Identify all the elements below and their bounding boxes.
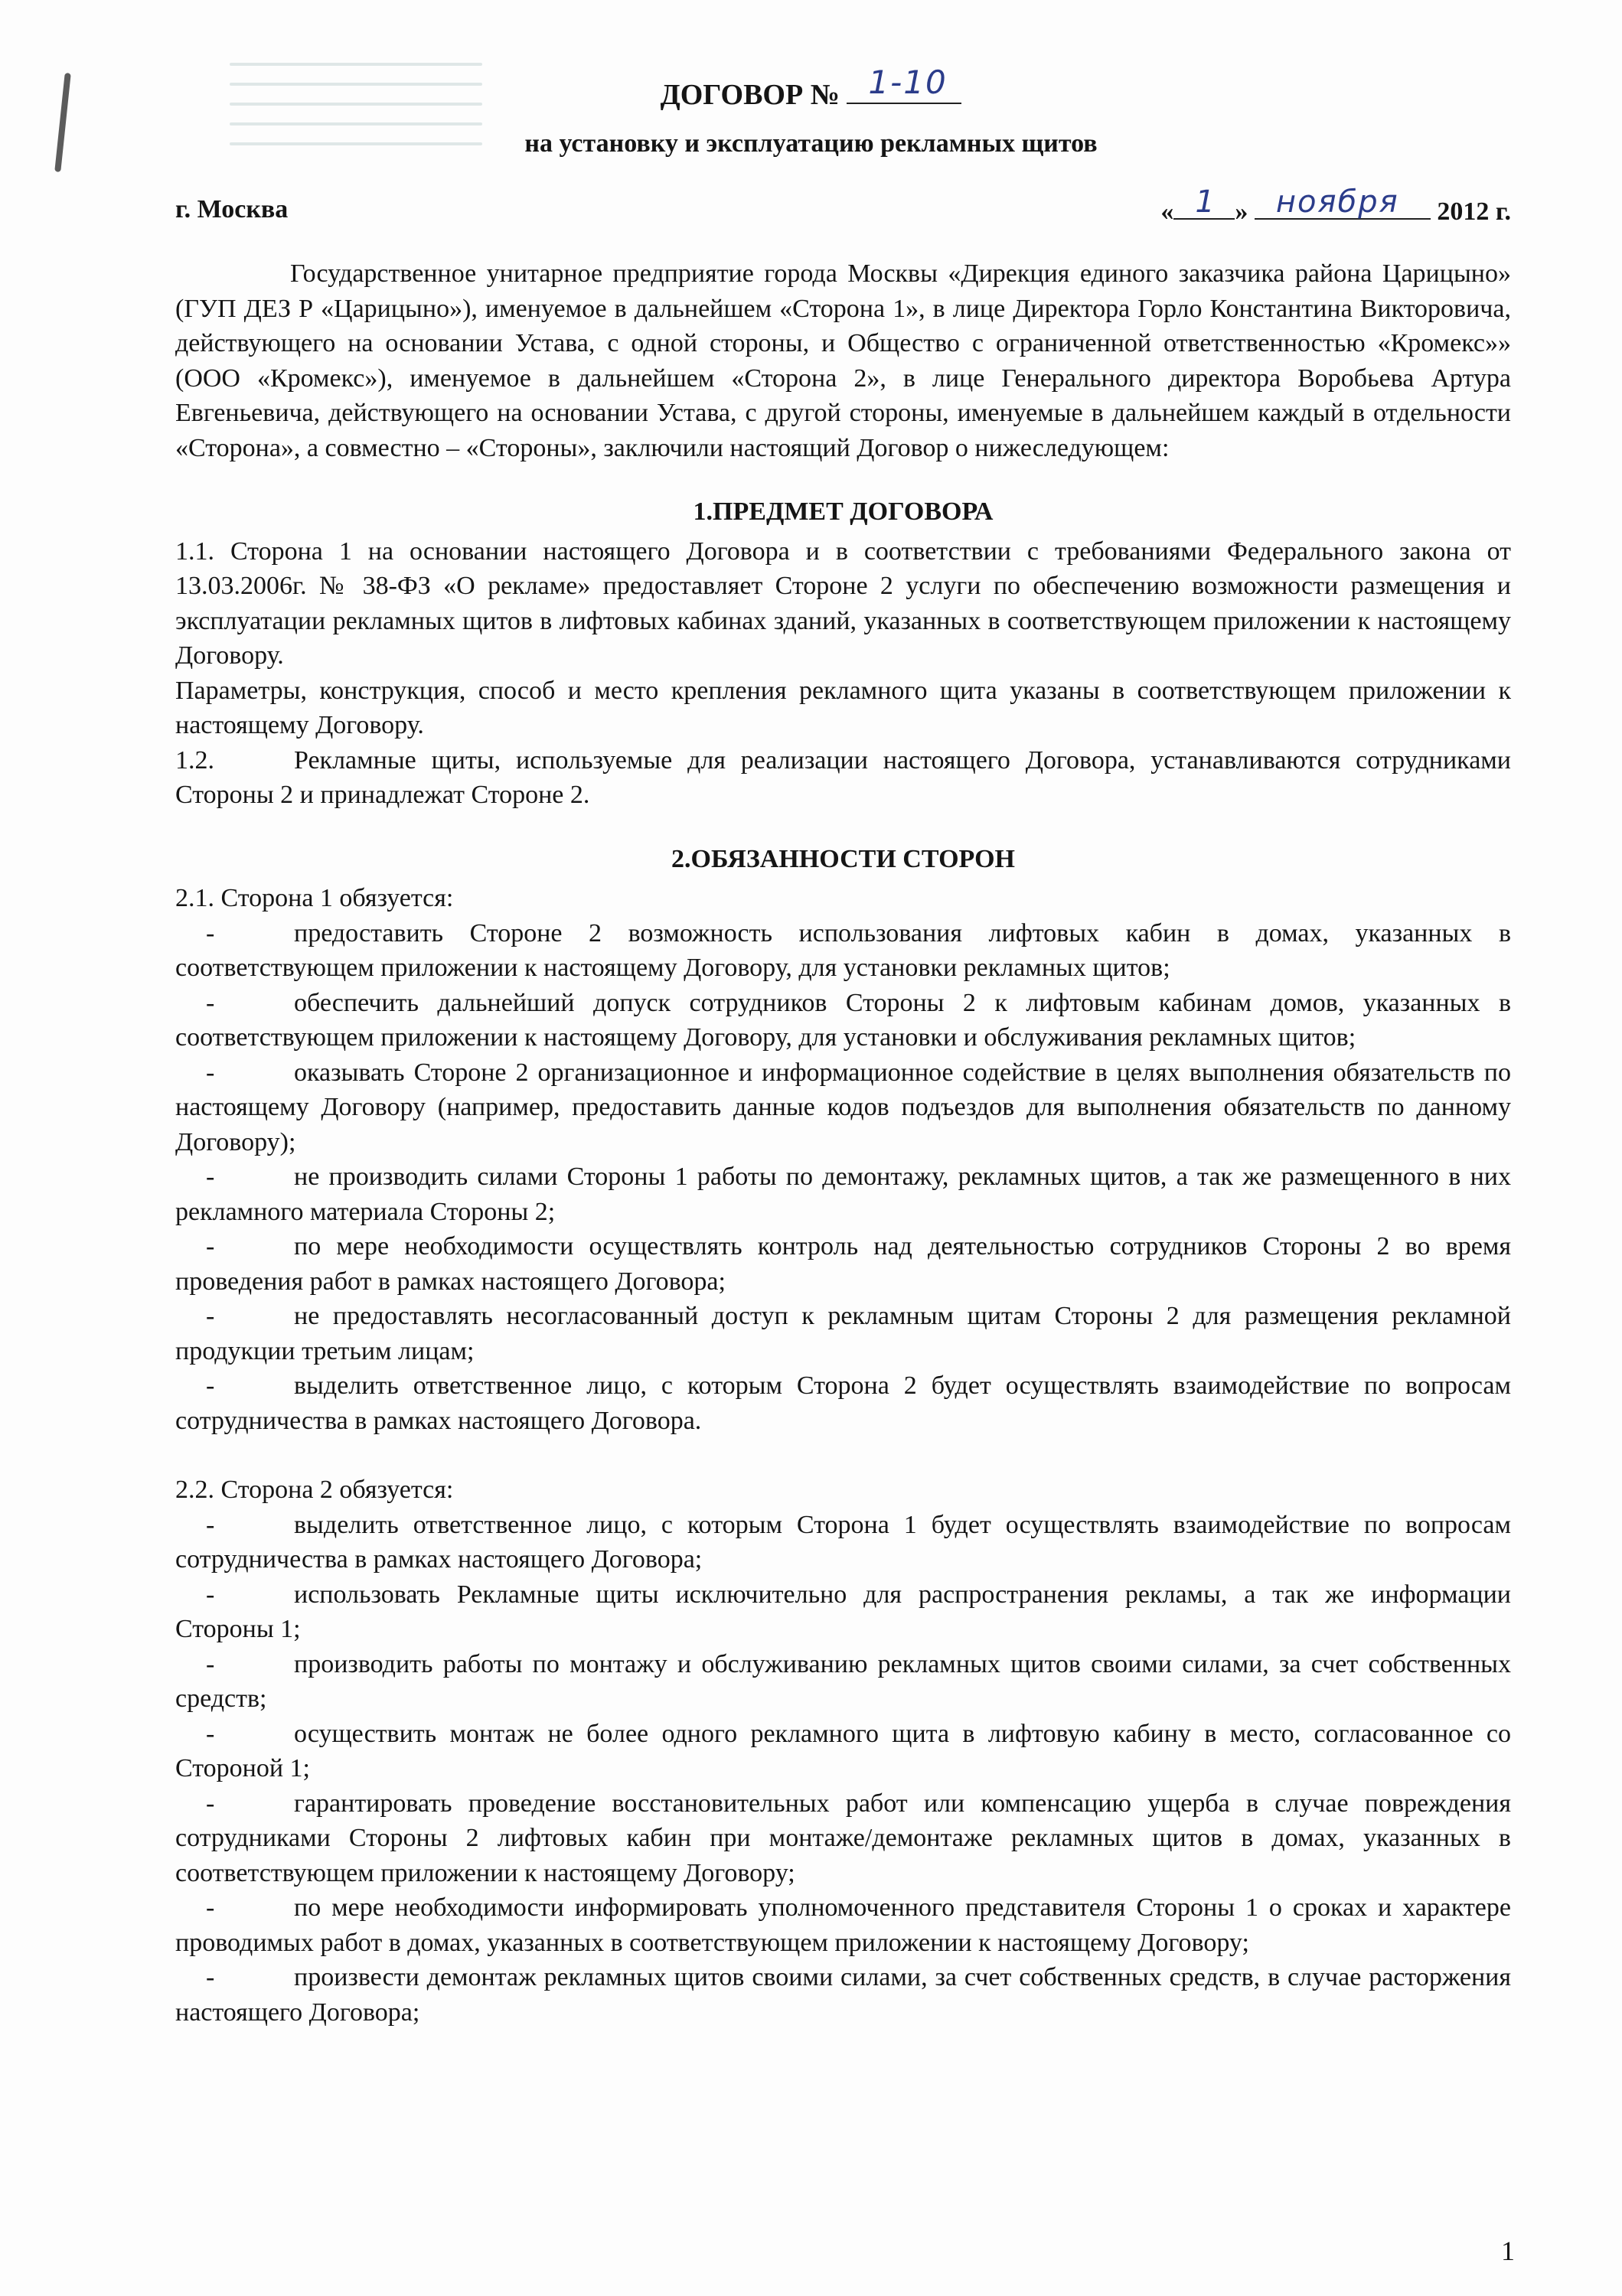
document-header [0, 64, 1622, 161]
list-item-text: по мере необходимости осуществлять контроль над деятельностью сотрудников Стороны 2 во время проведения работ в рамках настоящего Договора; [175, 1232, 1511, 1296]
list-item [175, 1508, 1511, 1577]
list-item [175, 1577, 1511, 1647]
spacer [175, 1438, 1511, 1473]
list-dash: - [206, 1719, 215, 1748]
contract-number-field [847, 64, 961, 104]
list-dash: - [206, 1232, 215, 1261]
list-item [175, 1786, 1511, 1891]
list-dash: - [206, 1649, 215, 1678]
list-item-text: использовать Рекламные щиты исключительно для распространения рекламы, а так же информации Стороны 1; [175, 1580, 1511, 1643]
list-item [175, 1368, 1511, 1438]
list-dash: - [206, 1371, 215, 1400]
list-dash: - [206, 1893, 215, 1922]
preamble: Государственное унитарное предприятие города Москвы «Дирекция единого заказчика района Царицыно» (ГУП ДЕЗ Р «Царицыно»), именуемое в дальнейшем «Сторона 1», в лице Директора Горло Константина Викторовича, действующего на основании Устава, с одной стороны, и Общество с ограниченной ответственностью «Кромекс»» (ООО «Кромекс»), именуемое в дальнейшем «Сторона 2», в лице Генерального директора Воробьева Артура Евгеньевича, действующего на основании Устава, с другой стороны, именуемые в дальнейшем каждый в отдельности «Сторона», а совместно – «Стороны», заключили настоящий Договор о нижеследующем: [175, 259, 1511, 462]
list-dash: - [206, 1163, 215, 1191]
contract-title [0, 64, 1622, 112]
date-day-handwritten: 1 [1195, 184, 1216, 220]
clause-2-1-title: 2.1. Сторона 1 обязуется: [175, 884, 454, 912]
clause-1-1-params: Параметры, конструкция, способ и место крепления рекламного щита указаны в соответствующем приложении к настоящему Договору. [175, 676, 1511, 739]
list-item-text: оказывать Стороне 2 организационное и информационное содействие в целях выполнения обязательств по настоящему Договору (например, предоставить данные кодов подъездов для выполнения обязательств по данному Договору); [175, 1058, 1511, 1156]
list-dash: - [206, 1302, 215, 1330]
clause-1-2-text: Рекламные щиты, используемые для реализации настоящего Договора, устанавливаются сотрудниками Стороны 2 и принадлежат Стороне 2. [175, 745, 1511, 809]
section-2-heading: 2.ОБЯЗАННОСТИ СТОРОН [671, 844, 1015, 873]
list-dash: - [206, 918, 215, 947]
list-dash: - [206, 1510, 215, 1539]
clause-2-1-list [175, 916, 1511, 1439]
list-dash: - [206, 1580, 215, 1609]
page-number: 1 [1501, 2236, 1515, 2266]
section-1-heading: 1.ПРЕДМЕТ ДОГОВОРА [693, 497, 994, 526]
list-item [175, 916, 1511, 986]
place-date-line [175, 184, 1511, 233]
date-year: 2012 г. [1437, 197, 1511, 226]
city: г. Москва [175, 195, 289, 223]
list-item-text: по мере необходимости информировать уполномоченного представителя Стороны 1 о сроках и характере проводимых работ в домах, указанных в соответствующем приложении к настоящему Договору; [175, 1893, 1511, 1957]
date-month-handwritten: ноября [1275, 184, 1399, 220]
list-item-text: выделить ответственное лицо, с которым Сторона 1 будет осуществлять взаимодействие по вопросам сотрудничества в рамках настоящего Договора; [175, 1510, 1511, 1574]
list-item [175, 986, 1511, 1055]
date-day-field [1173, 184, 1235, 220]
list-dash: - [206, 1789, 215, 1818]
clause-1-1: 1.1. Сторона 1 на основании настоящего Договора и в соответствии с требованиями Федерального закона от 13.03.2006г. № 38-ФЗ «О рекламе» предоставляет Стороне 2 услуги по обеспечению возможности размещения и эксплуатации рекламных щитов в лифтовых кабинах зданий, указанных в соответствующем приложении к настоящему Договору. [175, 536, 1511, 670]
list-item [175, 1960, 1511, 2030]
contract-title-text: ДОГОВОР № [660, 79, 840, 111]
list-item [175, 1159, 1511, 1229]
list-item-text: гарантировать проведение восстановительных работ или компенсацию ущерба в случае повреждения сотрудниками Стороны 2 лифтовых кабин при монтаже/демонтаже рекламных щитов в домах, указанных в соответствующем приложении к настоящему Договору; [175, 1789, 1511, 1887]
list-item-text: не производить силами Стороны 1 работы по демонтажу, рекламных щитов, а так же размещенного в них рекламного материала Стороны 2; [175, 1163, 1511, 1226]
date-month-field [1255, 184, 1431, 220]
list-item-text: произвести демонтаж рекламных щитов своими силами, за счет собственных средств, в случае расторжения настоящего Договора; [175, 1963, 1511, 2027]
list-item-text: предоставить Стороне 2 возможность использования лифтовых кабин в домах, указанных в соответствующем приложении к настоящему Договору, для установки рекламных щитов; [175, 918, 1511, 982]
list-item [175, 1229, 1511, 1299]
contract-body [175, 256, 1511, 2030]
list-item-text: обеспечить дальнейший допуск сотрудников Стороны 2 к лифтовым кабинам домов, указанных в соответствующем приложении к настоящему Договору, для установки и обслуживания рекламных щитов; [175, 988, 1511, 1052]
list-dash: - [206, 1058, 215, 1087]
contract-subtitle: на установку и эксплуатацию рекламных щитов [524, 129, 1098, 158]
clause-2-2-title: 2.2. Сторона 2 обязуется: [175, 1476, 454, 1504]
clause-1-2-number: 1.2. [175, 745, 214, 775]
date-close-quote: » [1235, 197, 1248, 226]
list-item-text: выделить ответственное лицо, с которым Сторона 2 будет осуществлять взаимодействие по вопросам сотрудничества в рамках настоящего Договора. [175, 1371, 1511, 1435]
list-dash: - [206, 1963, 215, 1991]
clause-1-2 [175, 743, 1511, 813]
list-item-text: производить работы по монтажу и обслуживанию рекламных щитов своими силами, за счет собственных средств; [175, 1649, 1511, 1713]
list-item [175, 1055, 1511, 1160]
list-item [175, 1647, 1511, 1717]
list-item [175, 1717, 1511, 1786]
contract-date [1160, 184, 1511, 227]
list-item-text: не предоставлять несогласованный доступ к рекламным щитам Стороны 2 для размещения рекламной продукции третьим лицам; [175, 1302, 1511, 1365]
list-item [175, 1299, 1511, 1368]
clause-2-2-list [175, 1508, 1511, 2030]
list-dash: - [206, 988, 215, 1017]
list-item [175, 1890, 1511, 1960]
list-item-text: осуществить монтаж не более одного рекламного щита в лифтовую кабину в место, согласованное со Стороной 1; [175, 1719, 1511, 1782]
date-open-quote: « [1160, 197, 1174, 226]
contract-number-handwritten: 1-10 [868, 64, 948, 101]
